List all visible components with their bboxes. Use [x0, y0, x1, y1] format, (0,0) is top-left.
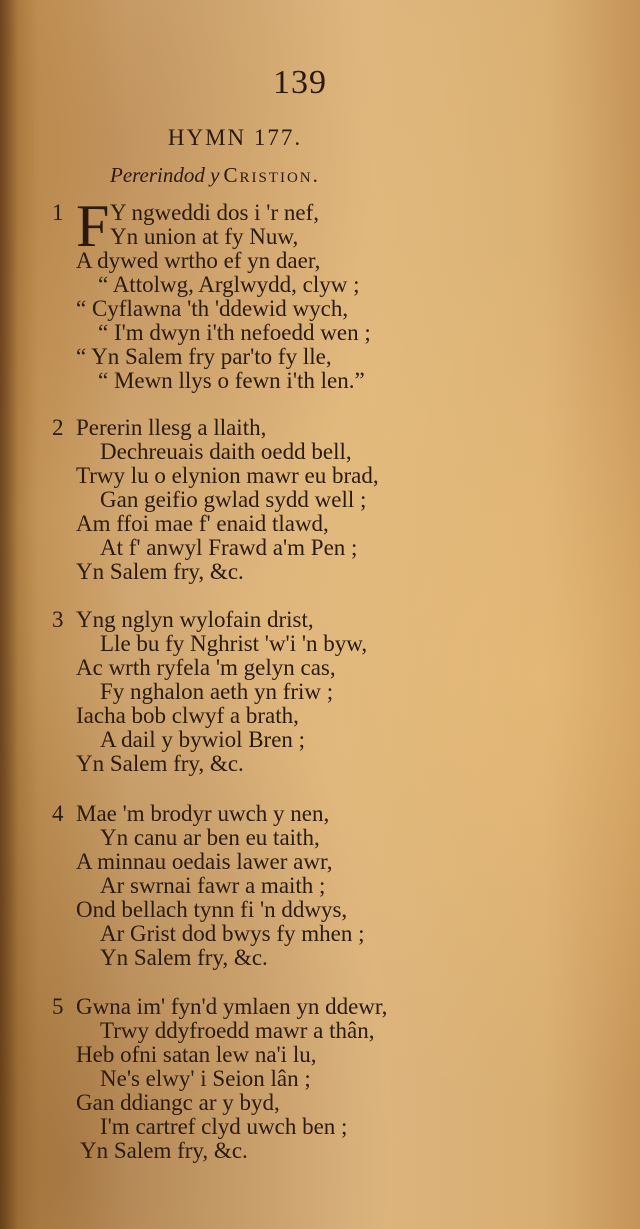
- stanza-number: 5: [52, 994, 64, 1019]
- stanza-line: A dail y bywiol Bren ;: [100, 727, 306, 752]
- stanza-line: “ Yn Salem fry par'to fy lle,: [76, 344, 332, 369]
- stanza-line: Lle bu fy Nghrist 'w'i 'n byw,: [100, 631, 368, 656]
- stanza-number: 2: [52, 415, 64, 440]
- stanza-line: Ar Grist dod bwys fy mhen ;: [100, 921, 365, 946]
- stanza-line: Yn canu ar ben eu taith,: [100, 825, 320, 850]
- stanza-line: “ Cyflawna 'th 'ddewid wych,: [76, 296, 349, 321]
- stanza-line: Fy nghalon aeth yn friw ;: [100, 679, 334, 704]
- stanza-number: 4: [52, 801, 64, 826]
- stanza-line: Dechreuais daith oedd bell,: [100, 439, 352, 464]
- stanza-line: At f' anwyl Frawd a'm Pen ;: [100, 535, 358, 560]
- stanza-line: Trwy ddyfroedd mawr a thân,: [100, 1018, 375, 1043]
- stanza-line: Ar swrnai fawr a maith ;: [100, 873, 326, 898]
- stanza-line: Yn Salem fry, &c.: [80, 1138, 248, 1163]
- stanza-line: Yng nglyn wylofain drist,: [76, 607, 314, 632]
- drop-cap: F: [76, 193, 110, 259]
- stanza-line: Trwy lu o elynion mawr eu brad,: [76, 463, 379, 488]
- stanza-line: Gan geifio gwlad sydd well ;: [100, 487, 367, 512]
- stanza-line: “ Attolwg, Arglwydd, clyw ;: [98, 272, 360, 297]
- page-number: 139: [273, 64, 327, 101]
- stanza-line: “ I'm dwyn i'th nefoedd wen ;: [98, 320, 371, 345]
- stanza-line: Y ngweddi dos i 'r nef,: [110, 200, 319, 225]
- stanza-line: Yn Salem fry, &c.: [76, 559, 244, 584]
- hymn-subtitle: [110, 163, 320, 188]
- subtitle-italic: Pererindod y: [110, 163, 220, 187]
- stanza-line: Ond bellach tynn fi 'n ddwys,: [76, 897, 348, 922]
- stanza-line: Yn Salem fry, &c.: [100, 945, 268, 970]
- stanza-number: 3: [52, 607, 64, 632]
- stanza-line: Am ffoi mae f' enaid tlawd,: [76, 511, 329, 536]
- stanza-line: Gan ddiangc ar y byd,: [76, 1090, 280, 1115]
- stanza-line: Ac wrth ryfela 'm gelyn cas,: [76, 655, 336, 680]
- stanza-number: 1: [52, 200, 64, 225]
- stanza-line: “ Mewn llys o fewn i'th len.”: [98, 368, 365, 393]
- stanza-line: Iacha bob clwyf a brath,: [76, 703, 299, 728]
- stanza-line: Pererin llesg a llaith,: [76, 415, 267, 440]
- stanza-line: Yn union at fy Nuw,: [110, 224, 299, 249]
- stanza-line: I'm cartref clyd uwch ben ;: [100, 1114, 348, 1139]
- stanza-line: A minnau oedais lawer awr,: [76, 849, 333, 874]
- stanza-line: Heb ofni satan lew na'i lu,: [76, 1042, 317, 1067]
- hymn-title: HYMN 177.: [167, 125, 303, 150]
- stanza-line: Ne's elwy' i Seion lân ;: [100, 1066, 311, 1091]
- subtitle-small-caps: Cristion.: [223, 163, 320, 187]
- stanza-line: Gwna im' fyn'd ymlaen yn ddewr,: [76, 994, 388, 1019]
- stanza-line: Yn Salem fry, &c.: [76, 751, 244, 776]
- stanza-line: A dywed wrtho ef yn daer,: [76, 248, 321, 273]
- stanza-line: Mae 'm brodyr uwch y nen,: [76, 801, 330, 826]
